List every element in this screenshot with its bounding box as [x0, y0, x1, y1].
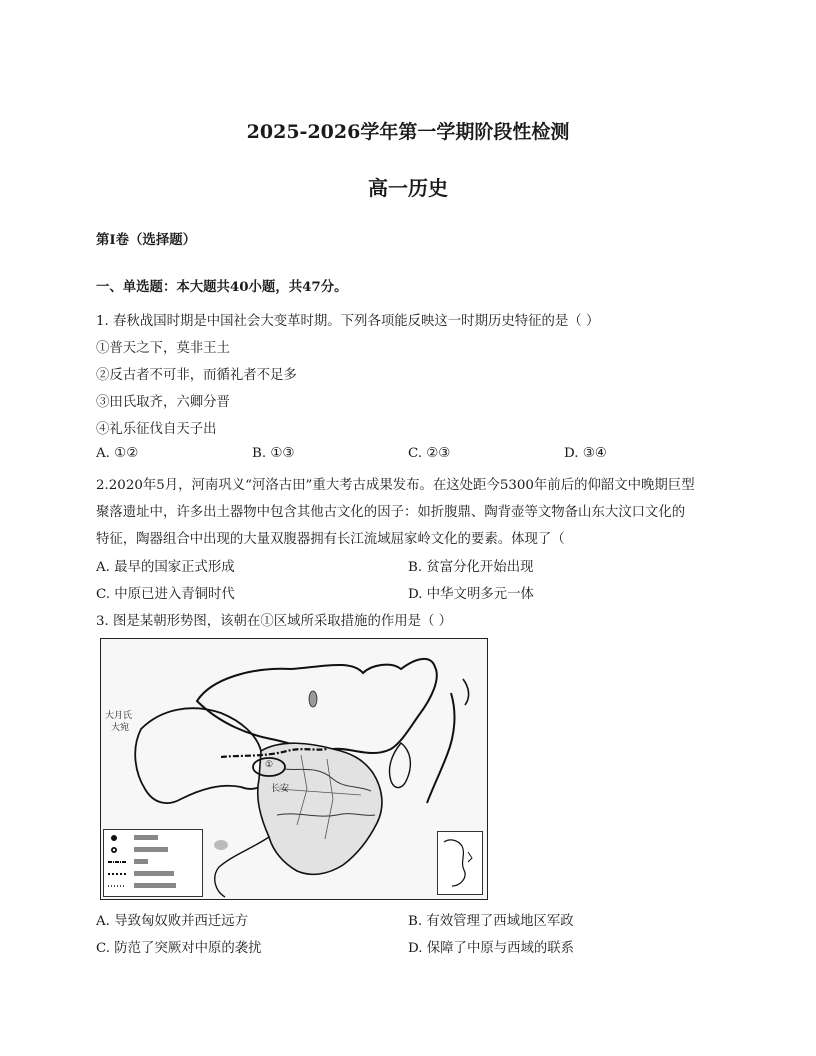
subject-title: 高一历史	[368, 176, 448, 200]
part-label: 第Ⅰ卷（选择题）	[96, 232, 196, 248]
map-label-changan: 长安	[271, 784, 290, 794]
question-1-item: ②反古者不可非，而循礼者不足多	[96, 368, 297, 383]
question-2-option-a: A. 最早的国家正式形成	[96, 560, 235, 575]
question-1-option-c: C. ②③	[408, 446, 451, 461]
legend-symbols	[104, 830, 202, 896]
map-label-dayuezhi: 大月氏	[105, 711, 133, 721]
map-region-marker: ①	[265, 760, 274, 770]
map-legend	[103, 829, 203, 897]
question-3-option-a: A. 导致匈奴败并西迁远方	[96, 914, 249, 929]
question-1-item: ④礼乐征伐自天子出	[96, 422, 217, 437]
question-2-stem-line: 聚落遗址中，许多出土器物中包含其他古文化的因子：如折腹鼎、陶背壶等文物备山东大汶口文化的	[96, 505, 686, 520]
inset-drawing	[438, 832, 482, 894]
question-2-option-d: D. 中华文明多元一体	[408, 587, 534, 602]
question-2-stem-line: 2.2020年5月，河南巩义“河洛古田”重大考古成果发布。在这处距今5300年前后的仰韶文中晚期巨型	[96, 478, 695, 493]
question-2-option-c: C. 中原已进入青铜时代	[96, 587, 235, 602]
section-heading: 一、单选题：本大题共40小题，共47分。	[96, 279, 348, 295]
question-3-option-d: D. 保障了中原与西域的联系	[408, 941, 575, 956]
exam-title: 2025-2026学年第一学期阶段性检测	[246, 121, 570, 143]
question-1-option-a: A. ①②	[96, 446, 139, 461]
dynasty-map	[100, 638, 488, 900]
question-1-item: ③田氏取齐，六卿分晋	[96, 395, 230, 410]
question-1-item: ①普天之下，莫非王土	[96, 341, 230, 356]
question-1-option-b: B. ①③	[252, 446, 295, 461]
map-label-dawan: 大宛	[111, 723, 130, 733]
question-3-stem: 3. 图是某朝形势图，该朝在①区域所采取措施的作用是（ ）	[96, 614, 453, 629]
question-2-option-b: B. 贫富分化开始出现	[408, 560, 534, 575]
question-2-stem-line: 特征，陶器组合中出现的大量双腹器拥有长江流域屈家岭文化的要素。体现了（	[96, 532, 565, 547]
question-1-option-d: D. ③④	[564, 446, 607, 461]
question-3-option-b: B. 有效管理了西域地区军政	[408, 914, 574, 929]
question-3-option-c: C. 防范了突厥对中原的袭扰	[96, 941, 262, 956]
map-inset	[437, 831, 483, 895]
question-1-stem: 1. 春秋战国时期是中国社会大变革时期。下列各项能反映这一时期历史特征的是（ ）	[96, 314, 600, 329]
